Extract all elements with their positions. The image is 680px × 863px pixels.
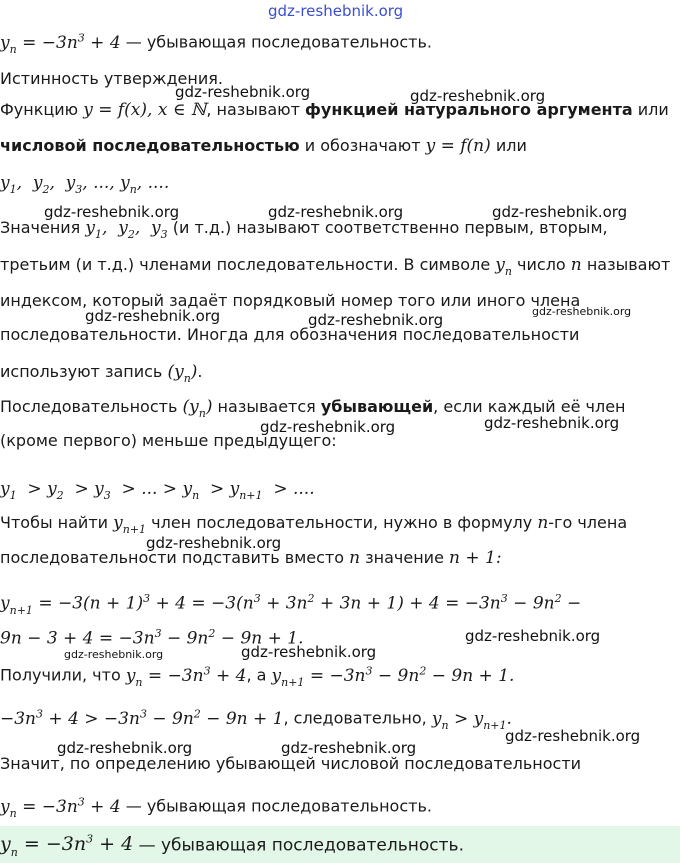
- conclusion-line: Значит, по определению убывающей числовой последовательности: [0, 754, 582, 773]
- proof-heading: Истинность утверждения.: [0, 69, 223, 88]
- answer-line: $y_n = -3n^3 + 4$ — убывающая последовательность.: [0, 833, 464, 860]
- definition-line-2: числовой последовательностью и обозначают y = f(n) или: [0, 136, 527, 156]
- watermark: gdz-reshebnik.org: [260, 418, 396, 436]
- result-line: Получили, что $y_n = -3n^3 + 4$, а $y_{n+1} = -3n^3 - 9n^2 - 9n + 1$.: [0, 664, 515, 690]
- substitution-line-1: Чтобы найти $y_{n+1}$ член последовательности, нужно в формулу n-го члена: [0, 513, 628, 537]
- term-numeric-sequence: числовой последовательностью: [0, 136, 300, 155]
- watermark: gdz-reshebnik.org: [175, 83, 311, 101]
- watermark: gdz-reshebnik.org: [484, 414, 620, 432]
- terms-line-2: третьим (и т.д.) членами последовательности. В символе $y_n$ число n называют: [0, 255, 671, 279]
- watermark: gdz-reshebnik.org: [85, 307, 221, 325]
- decreasing-inequality: $y_1 > y_2 > y_3$ > ... > $y_n > y_{n+1}$ > ....: [0, 479, 315, 503]
- sequence-notation: $y_1$, $y_2$, $y_3$, ..., $y_n$, ....: [0, 173, 170, 197]
- watermark: gdz-reshebnik.org: [532, 305, 632, 318]
- statement-text: — убывающая последовательность.: [120, 32, 432, 52]
- term-decreasing: убывающей: [320, 397, 434, 416]
- watermark: gdz-reshebnik.org: [44, 203, 180, 221]
- definition-line-1: Функцию y = f(x), x ∈ ℕ, называют функцией натурального аргумента или: [0, 100, 669, 120]
- decreasing-def-line-2: (кроме первого) меньше предыдущего:: [0, 431, 337, 450]
- watermark: gdz-reshebnik.org: [64, 648, 164, 661]
- formula-yn: $y_n = -3n^3 + 4$: [0, 31, 121, 57]
- watermark: gdz-reshebnik.org: [57, 739, 193, 757]
- decreasing-def-line-1: Последовательность $(y_n)$ называется убывающей, если каждый её член: [0, 397, 626, 421]
- calc-line-2: $9n - 3 + 4 = -3n^3 - 9n^2 - 9n + 1$.: [0, 627, 304, 649]
- terms-line-1: Значения $y_1$, $y_2$, $y_3$ (и т.д.) называют соответственно первым, вторым,: [0, 218, 608, 242]
- formula-function: y = f(x), x ∈ ℕ: [83, 100, 207, 120]
- watermark: gdz-reshebnik.org: [410, 87, 546, 105]
- formula-fn: y = f(n): [425, 136, 491, 156]
- calc-line-1: $y_{n+1} = -3(n + 1)^3 + 4 = -3(n^3 + 3n^2 + 3n + 1) + 4 = -3n^3 - 9n^2$ −: [0, 592, 582, 618]
- watermark: gdz-reshebnik.org: [281, 739, 417, 757]
- watermark: gdz-reshebnik.org: [465, 627, 601, 645]
- comparison-line: $-3n^3 + 4 > -3n^3 - 9n^2 - 9n + 1$, следовательно, $y_n > y_{n+1}$.: [0, 707, 512, 733]
- watermark: gdz-reshebnik.org: [505, 727, 641, 745]
- terms-line-5: используют запись $(y_n)$.: [0, 362, 203, 386]
- terms-line-4: последовательности. Иногда для обозначения последовательности: [0, 325, 580, 344]
- conclusion-formula: $y_n = -3n^3 + 4$ — убывающая последовательность.: [0, 795, 432, 821]
- watermark: gdz-reshebnik.org: [308, 311, 444, 329]
- watermark-top: gdz-reshebnik.org: [268, 2, 404, 20]
- watermark: gdz-reshebnik.org: [241, 643, 377, 661]
- watermark: gdz-reshebnik.org: [492, 203, 628, 221]
- substitution-line-2: последовательности подставить вместо n значение n + 1:: [0, 548, 502, 568]
- statement-line: [0, 31, 432, 56]
- terms-line-3: индексом, который задаёт порядковый номер того или иного члена: [0, 291, 581, 310]
- term-natural-argument: функцией натурального аргумента: [305, 100, 633, 119]
- watermark: gdz-reshebnik.org: [146, 534, 282, 552]
- watermark: gdz-reshebnik.org: [268, 203, 404, 221]
